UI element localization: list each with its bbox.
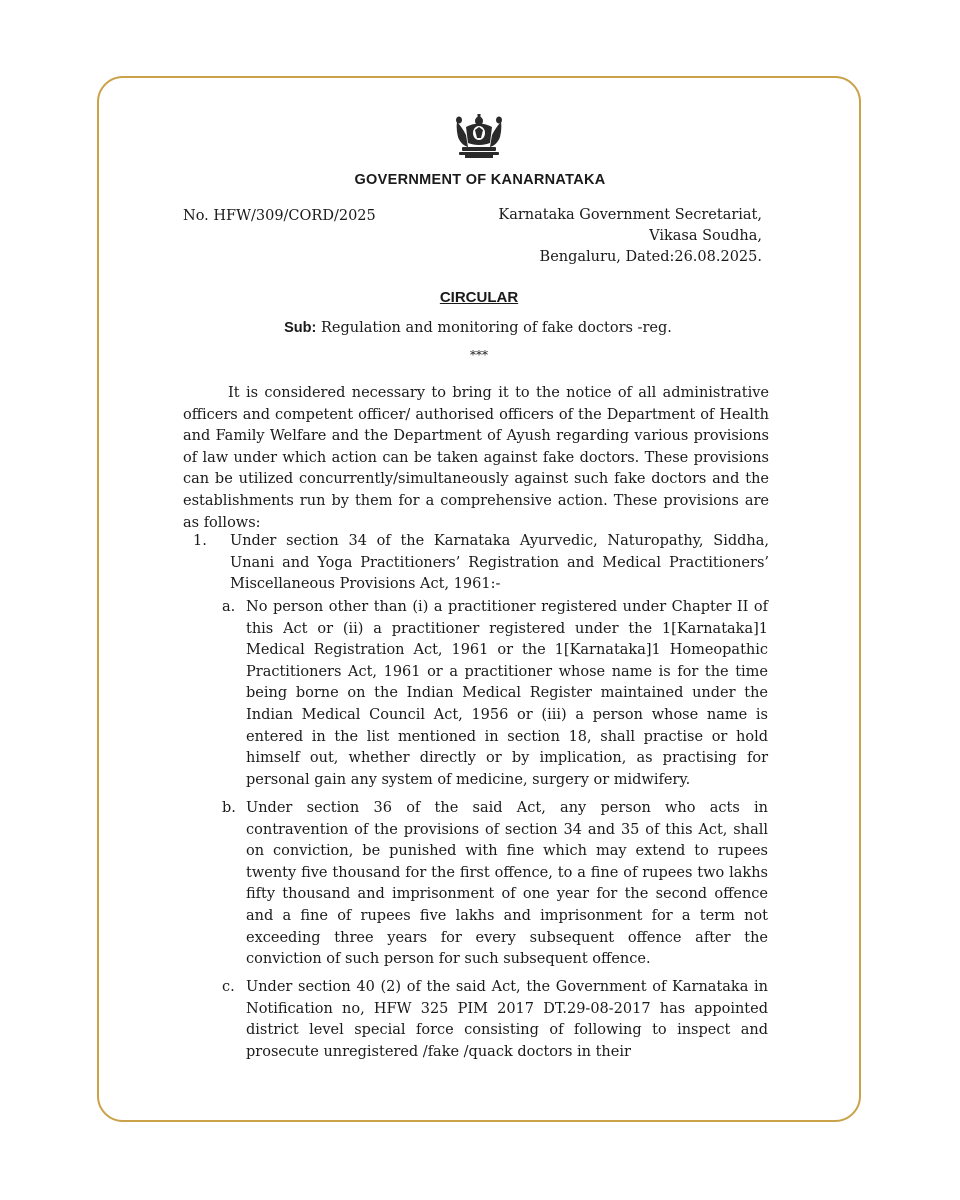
separator: *** bbox=[470, 348, 488, 362]
sub-item-text: Under section 40 (2) of the said Act, the Government of Karnataka in Notification no, HFW 325 PIM 2017 DT.29-08-2017 has appointed district level special force consisting of following to inspect and prosecute unregistered /fake /quack doctors in their bbox=[246, 979, 768, 1060]
sub-item-text: No person other than (i) a practitioner registered under Chapter II of this Act or (ii) a practitioner registered under the 1[Karnataka]1 Medical Registration Act, 1961 or the 1[Karnataka]1 Homeopathic Practitioners Act, 1961 or a practitioner whose name is for the time being borne on the Indian Medical Register maintained under the Indian Medical Council Act, 1956 or (iii) a person whose name is entered in the list mentioned in section 18, shall practise or hold himself out, whether directly or by implication, as practising for personal gain any system of medicine, surgery or midwifery. bbox=[246, 599, 768, 788]
intro-text: It is considered necessary to bring it to the notice of all administrative officers and competent officer/ authorised officers of the Department of Health and Family Welfare and the Department of Ayush regarding various provisions of law under which action can be taken against fake doctors. These provisions can be utilized concurrently/simultaneously against such fake doctors and the establishments run by them for a comprehensive action. These provisions are as follows: bbox=[183, 385, 769, 531]
sub-item-label: c. bbox=[222, 979, 235, 995]
subject-line bbox=[0, 320, 956, 336]
sub-item-label: a. bbox=[222, 599, 236, 615]
sub-item-label: b. bbox=[222, 800, 236, 816]
list-item-number: 1. bbox=[193, 533, 207, 549]
issuing-address bbox=[498, 205, 762, 268]
address-line-2: Vikasa Soudha, bbox=[649, 228, 762, 244]
karnataka-emblem-icon bbox=[453, 113, 505, 159]
list-item-text: Under section 34 of the Karnataka Ayurvedic, Naturopathy, Siddha, Unani and Yoga Practitioners’ Registration and Medical Practitioners’ Miscellaneous Provisions Act, 1961:- bbox=[230, 533, 769, 593]
sub-item-text: Under section 36 of the said Act, any person who acts in contravention of the provisions of section 34 and 35 of this Act, shall on conviction, be punished with fine which may extend to rupees twenty five thousand for the first offence, to a fine of rupees two lakhs fifty thousand and imprisonment of one year for the second offence and a fine of rupees five lakhs and imprisonment for a term not exceeding three years for every subsequent offence after the conviction of such person for such subsequent offence. bbox=[246, 800, 768, 968]
circular-title: CIRCULAR bbox=[439, 289, 519, 306]
subject-label: Sub: bbox=[284, 320, 317, 336]
reference-number: No. HFW/309/CORD/2025 bbox=[183, 208, 376, 224]
address-line-1: Karnataka Government Secretariat, bbox=[498, 207, 762, 223]
subject-text: Regulation and monitoring of fake doctors -reg. bbox=[320, 320, 672, 336]
intro-paragraph bbox=[183, 383, 769, 534]
government-heading: GOVERNMENT OF KANARNATAKA bbox=[354, 172, 606, 188]
address-line-3: Bengaluru, Dated:26.08.2025. bbox=[539, 249, 762, 265]
